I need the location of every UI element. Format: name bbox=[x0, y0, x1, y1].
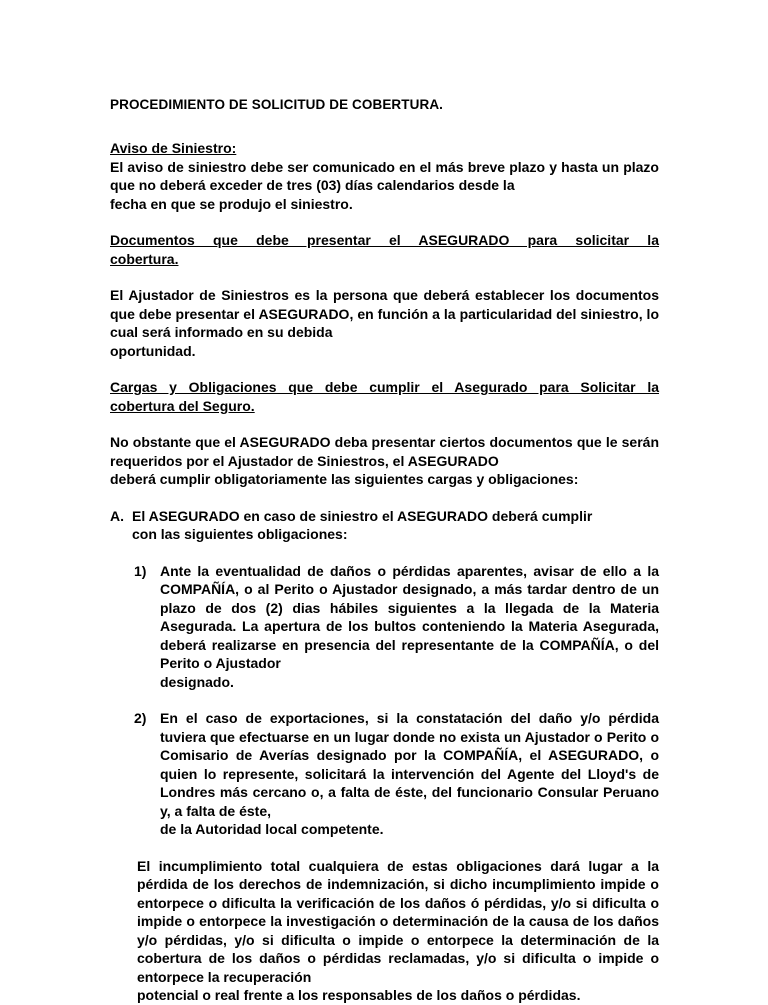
section-aviso-de-siniestro bbox=[110, 139, 659, 213]
paragraph-last-line: oportunidad. bbox=[110, 342, 196, 359]
list-item-a-text bbox=[132, 507, 659, 544]
heading-underlined-line-1: Cargas y Obligaciones que debe cumplir el Asegurado para Solicitar la bbox=[110, 379, 659, 395]
spacer bbox=[110, 415, 659, 433]
spacer bbox=[110, 839, 659, 857]
paragraph-last-line: con las siguientes obligaciones: bbox=[132, 526, 348, 542]
heading-underlined-text: Aviso de Siniestro: bbox=[110, 140, 237, 156]
section-body-cargas bbox=[110, 433, 659, 489]
paragraph-text: No obstante que el ASEGURADO deba presentar ciertos documentos que le serán requeridos por el Ajustador de Siniestros, el ASEGURADO bbox=[110, 434, 659, 469]
section-heading-documentos bbox=[110, 231, 659, 268]
list-marker-1: 1) bbox=[134, 562, 147, 579]
spacer bbox=[110, 544, 659, 562]
list-item-1 bbox=[110, 562, 659, 692]
paragraph-text: En el caso de exportaciones, si la constatación del daño y/o pérdida tuviera que efectuarse en un lugar donde no exista un Ajustador o Perito o Comisario de Averías designado por la COMPAÑÍA, el ASEGURADO, o quien lo represente, solicitará la intervención del Agente del Lloyd's de Londres más cercano o, a falta de éste, del funcionario Consular Peruano y, a falta de éste, bbox=[160, 710, 659, 819]
section-documentos bbox=[110, 231, 659, 360]
page-title: PROCEDIMIENTO DE SOLICITUD DE COBERTURA. bbox=[110, 97, 444, 112]
paragraph-last-line: fecha en que se produjo el siniestro. bbox=[110, 195, 353, 212]
document-body bbox=[110, 96, 659, 1005]
list-item-2 bbox=[110, 709, 659, 839]
paragraph-text: Ante la eventualidad de daños o pérdidas aparentes, avisar de ello a la COMPAÑÍA, o al Perito o Ajustador designado, a más tardar dentro de un plazo de dos (2) dias hábiles siguientes a la llegada de la Materia Asegurada. La apertura de los bultos conteniendo la Materia Asegurada, deberá realizarse en presencia del representante de la COMPAÑÍA, o del Perito o Ajustador bbox=[160, 562, 659, 671]
paragraph-text: El ASEGURADO en caso de siniestro el ASEGURADO deberá cumplir bbox=[132, 507, 593, 524]
section-body-aviso bbox=[110, 158, 659, 214]
spacer bbox=[110, 691, 659, 709]
section-body-documentos bbox=[110, 286, 659, 360]
heading-underlined-line-2: cobertura. bbox=[110, 250, 179, 267]
heading-underlined-line-2: cobertura del Seguro. bbox=[110, 397, 255, 414]
list-item-2-text bbox=[160, 709, 659, 839]
paragraph-text: El incumplimiento total cualquiera de estas obligaciones dará lugar a la pérdida de los derechos de indemnización, si dicho incumplimiento impide o entorpece o dificulta la verificación de los daños ó pérdidas, y/o si dificulta o impide o entorpece la investigación o determinación de la causa de los daños y/o pérdidas, y/o si dificulta o impide o entorpece la determinación de la cobertura de los daños o pérdidas reclamadas, y/o si dificulta o impide o entorpece la recuperación bbox=[137, 857, 659, 985]
paragraph-last-line: designado. bbox=[160, 673, 234, 690]
paragraph-last-line: potencial o real frente a los responsables de los daños o pérdidas. bbox=[137, 987, 581, 1003]
section-heading-cargas bbox=[110, 378, 659, 415]
heading-underlined-line-1: Documentos que debe presentar el ASEGURADO para solicitar la bbox=[110, 232, 659, 248]
paragraph-text: El Ajustador de Siniestros es la persona que deberá establecer los documentos que debe presentar el ASEGURADO, en función a la particularidad del siniestro, lo cual será informado en su debida bbox=[110, 287, 659, 340]
section-heading-aviso bbox=[110, 139, 659, 158]
list-item-1-text bbox=[160, 562, 659, 692]
paragraph-last-line: deberá cumplir obligatoriamente las siguientes cargas y obligaciones: bbox=[110, 471, 579, 487]
spacer bbox=[110, 360, 659, 378]
list-marker-2: 2) bbox=[134, 710, 147, 726]
spacer bbox=[110, 114, 659, 139]
list-marker-a: A. bbox=[110, 507, 124, 524]
paragraph-last-line: de la Autoridad local competente. bbox=[160, 821, 384, 837]
spacer bbox=[110, 268, 659, 286]
spacer bbox=[110, 489, 659, 507]
list-item-a bbox=[110, 507, 659, 544]
closing-paragraph bbox=[110, 857, 659, 1005]
spacer bbox=[110, 213, 659, 231]
paragraph-text: El aviso de siniestro debe ser comunicado en el más breve plazo y hasta un plazo que no deberá exceder de tres (03) días calendarios desde la bbox=[110, 158, 659, 193]
section-cargas-y-obligaciones bbox=[110, 378, 659, 489]
